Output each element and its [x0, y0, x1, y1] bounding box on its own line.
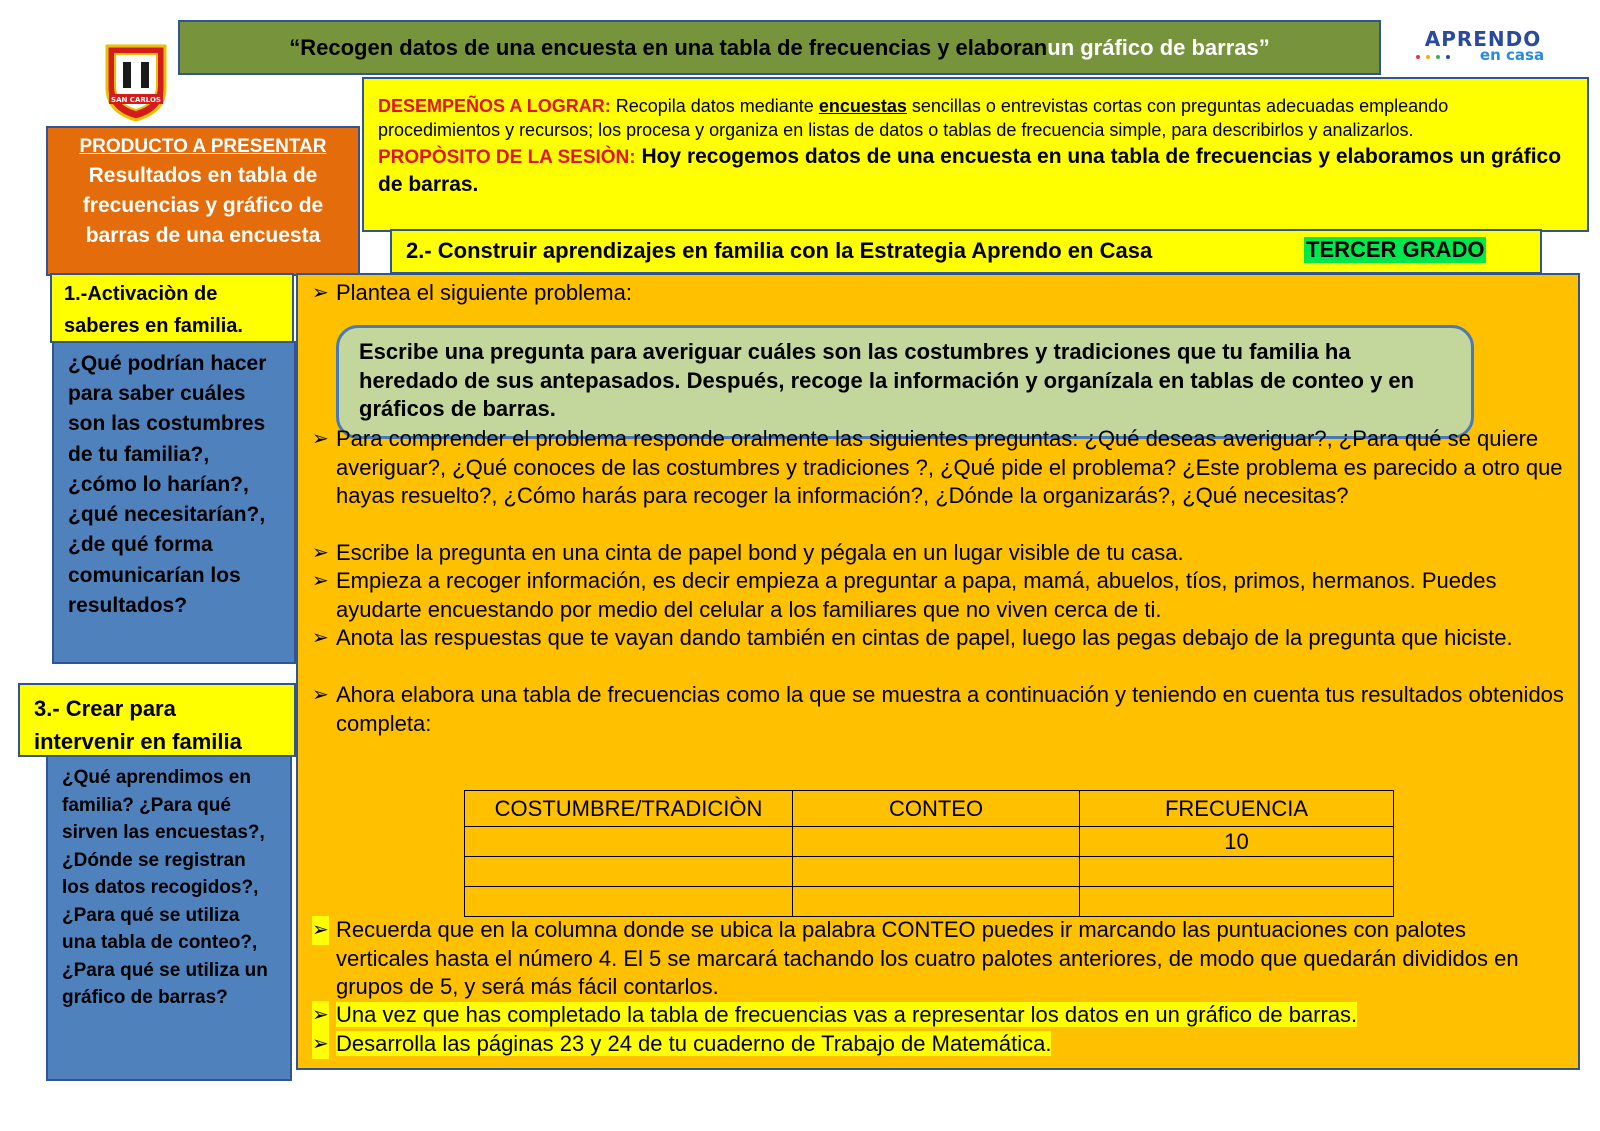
arrow-bullet-icon: ➢: [312, 916, 329, 945]
table-header-row: [465, 791, 1394, 827]
list-item: [312, 681, 1564, 738]
list-item: [312, 624, 1564, 653]
bullet-text: Escribe la pregunta en una cinta de papel bond y pégala en un lugar visible de tu casa.: [336, 540, 1184, 565]
table-cell[interactable]: [793, 857, 1080, 887]
list-item: [312, 539, 1564, 568]
title-part1: “Recogen datos de una encuesta en una tabla de frecuencias y elaboran: [289, 34, 1048, 60]
proposito: [378, 143, 1573, 198]
table-cell[interactable]: 10: [1080, 827, 1394, 857]
column-header: FRECUENCIA: [1080, 791, 1394, 827]
bullet-text: Empieza a recoger información, es decir empieza a preguntar a papa, mamá, abuelos, tíos, primos, hermanos. Puedes ayudarte encuestando por medio del celular a los familiares que no viven cerca de ti.: [336, 568, 1497, 622]
main-panel: [296, 273, 1580, 1070]
product-text: Resultados en tabla de frecuencias y gráfico de barras de una encuesta: [82, 163, 324, 247]
aprendo-logo-line1: APRENDO: [1424, 28, 1542, 51]
bullet-text: Ahora elabora una tabla de frecuencias como la que se muestra a continuación y teniendo en cuenta tus resultados obtenidos completa:: [336, 682, 1564, 736]
intro-bullet: [312, 279, 1564, 308]
section3-header: [18, 683, 296, 757]
bullet-text: Para comprender el problema responde oralmente las siguientes preguntas: ¿Qué deseas averiguar?, ¿Para qué se quiere averiguar?, ¿Qué conoces de las costumbres y tradiciones ?, ¿Qué pide el problema? ¿Este problema es parecido a otro que hayas resuelto?, ¿Cómo harás para recoger la información?, ¿Dónde la organizarás?, ¿Qué necesitas?: [336, 426, 1563, 508]
table-cell[interactable]: [1080, 857, 1394, 887]
desempenos-underlined: encuestas: [818, 96, 907, 116]
problem-box: [336, 325, 1474, 439]
bullet-text: Desarrolla las páginas 23 y 24 de tu cuaderno de Trabajo de Matemática.: [336, 1031, 1052, 1056]
arrow-bullet-icon: ➢: [312, 428, 329, 450]
column-header: COSTUMBRE/TRADICIÒN: [465, 791, 793, 827]
table-cell[interactable]: [465, 887, 793, 917]
table-cell[interactable]: [465, 827, 793, 857]
table-row: [465, 887, 1394, 917]
frequency-table: [464, 790, 1394, 917]
desempenos-text1: Recopila datos mediante: [610, 96, 819, 116]
list-item: [312, 1030, 1564, 1059]
aprendo-en-casa-logo: [1408, 28, 1558, 68]
activation-questions-box: [52, 341, 296, 664]
problem-text: Escribe una pregunta para averiguar cuáles son las costumbres y tradiciones que tu familia ha heredado de sus antepasados. Después, recoge la información y organízala en tablas de conteo y en gráficos de barras.: [359, 339, 1415, 421]
proposito-text: Hoy recogemos datos de una encuesta en una tabla de frecuencias y elaboramos un gráfico de barras.: [378, 144, 1562, 196]
title-part2: un gráfico de barras”: [1047, 34, 1270, 60]
list-item: [312, 1001, 1564, 1030]
section1-header: [50, 273, 294, 343]
bullet-text: Una vez que has completado la tabla de frecuencias vas a representar los datos en un gráfico de barras.: [336, 1002, 1358, 1027]
table-cell[interactable]: [793, 827, 1080, 857]
school-crest-logo: [103, 42, 169, 122]
intro-text: Plantea el siguiente problema:: [336, 280, 632, 305]
title-banner: [178, 20, 1381, 75]
bullet-text: Recuerda que en la columna donde se ubica la palabra CONTEO puedes ir marcando las puntuaciones con palotes verticales hasta el número 4. El 5 se marcará tachando los cuatro palotes anteriores, de modo que quedarán divididos en grupos de 5, y será más fácil contarlos.: [336, 917, 1519, 999]
product-heading: PRODUCTO A PRESENTAR: [79, 136, 327, 157]
arrow-bullet-icon: ➢: [312, 542, 329, 564]
section1-title: 1.-Activaciòn de saberes en familia.: [64, 283, 243, 337]
section2-header: [390, 229, 1542, 274]
arrow-bullet-icon: ➢: [312, 570, 329, 592]
table-cell[interactable]: [1080, 887, 1394, 917]
section3-title: 3.- Crear para intervenir en familia: [34, 696, 242, 754]
arrow-bullet-icon: ➢: [312, 282, 329, 304]
table-cell[interactable]: [465, 857, 793, 887]
reflection-questions: ¿Qué aprendimos en familia? ¿Para qué sirven las encuestas?, ¿Dónde se registran los datos recogidos?, ¿Para qué se utiliza una tabla de conteo?, ¿Para qué se utiliza un gráfico de barras?: [62, 767, 268, 1009]
table-cell[interactable]: [793, 887, 1080, 917]
list-item: [312, 425, 1564, 511]
section2-title: 2.- Construir aprendizajes en familia con la Estrategia Aprendo en Casa: [406, 238, 1153, 263]
school-logo-text: SAN CARLOS: [111, 96, 161, 104]
arrow-bullet-icon: ➢: [312, 1001, 329, 1030]
list-item: [312, 567, 1564, 624]
grade-badge: TERCER GRADO: [1306, 237, 1485, 262]
arrow-bullet-icon: ➢: [312, 627, 329, 649]
desempenos-text2: sencillas o entrevistas cortas con preguntas adecuadas empleando procedimientos y recursos; los procesa y organiza en listas de datos o tablas de frecuencia simple, para describirlos y analizarlos.: [378, 96, 1449, 140]
column-header: CONTEO: [793, 791, 1080, 827]
arrow-bullet-icon: ➢: [312, 684, 329, 706]
list-item: [312, 916, 1564, 1002]
table-row: [465, 827, 1394, 857]
proposito-label: PROPÒSITO DE LA SESIÒN:: [378, 146, 636, 168]
aprendo-logo-line2: en casa: [1479, 46, 1545, 64]
table-row: [465, 857, 1394, 887]
activation-questions: ¿Qué podrían hacer para saber cuáles son las costumbres de tu familia?, ¿cómo lo harían?, ¿qué necesitarían?, ¿de qué forma comunicarían los resultados?: [68, 352, 267, 617]
bullet-text: Anota las respuestas que te vayan dando también en cintas de papel, luego las pegas debajo de la pregunta que hiciste.: [336, 625, 1513, 650]
product-box: [46, 126, 360, 276]
goals-box: [362, 77, 1589, 232]
desempenos-label: DESEMPEÑOS A LOGRAR:: [378, 96, 611, 116]
reflection-questions-box: [46, 755, 292, 1081]
arrow-bullet-icon: ➢: [312, 1030, 329, 1059]
